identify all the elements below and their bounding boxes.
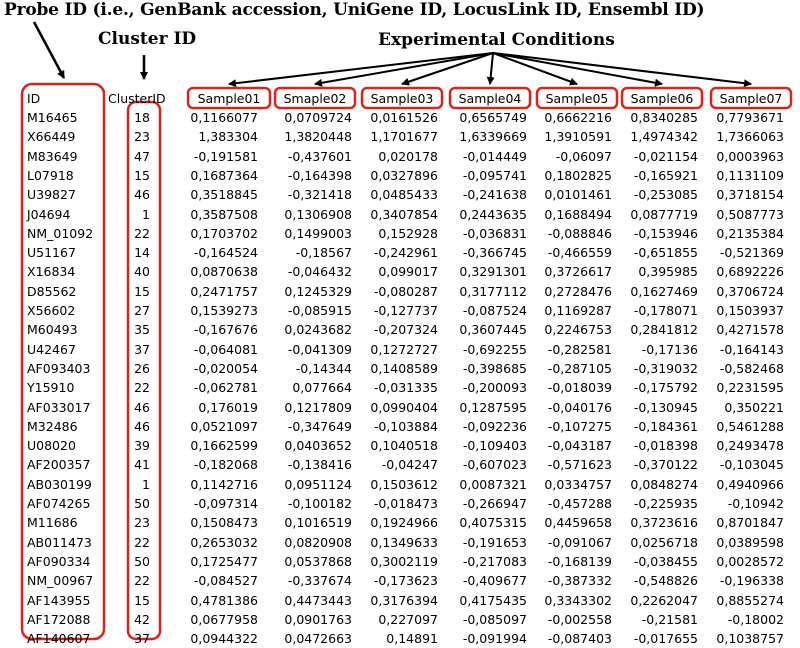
- expression-value-cell: 0,0389598: [716, 534, 784, 550]
- expression-value-cell: 0,1166077: [190, 110, 258, 125]
- expression-value-cell: 1,4974342: [630, 129, 698, 145]
- expression-value-cell: -0,200093: [462, 380, 527, 396]
- expression-value-cell: 0,1287595: [459, 399, 527, 415]
- expression-value-cell: 0,1725477: [190, 553, 258, 569]
- expression-value-cell: -0,253085: [633, 187, 698, 203]
- expression-value-cell: -0,038455: [633, 553, 698, 569]
- cluster-id-cell: 37: [134, 341, 150, 357]
- cluster-id-cell: 46: [134, 399, 150, 415]
- expression-value-cell: 1,6339669: [459, 129, 527, 145]
- expression-value-cell: 0,1038757: [716, 631, 784, 647]
- cluster-id-cell: 35: [134, 322, 150, 338]
- expression-value-cell: 0,6662216: [544, 110, 612, 125]
- expression-value-cell: -0,18002: [727, 611, 784, 627]
- expression-value-cell: -0,164143: [719, 341, 784, 357]
- expression-value-cell: 0,077664: [292, 380, 352, 396]
- expression-value-cell: 0,176019: [198, 399, 258, 415]
- expression-value-cell: 0,0944322: [190, 631, 258, 647]
- expression-value-cell: 0,1040518: [370, 438, 438, 454]
- cluster-id-cell: 40: [134, 264, 150, 280]
- expression-value-cell: 0,4940966: [716, 476, 784, 492]
- expression-value-cell: -0,085915: [287, 303, 352, 318]
- expression-value-cell: 0,3343302: [544, 592, 612, 608]
- expression-value-cell: 0,0901763: [284, 611, 352, 627]
- expression-value-cell: 0,3002119: [370, 553, 438, 569]
- expression-value-cell: 1,3910591: [544, 129, 612, 145]
- expression-value-cell: 0,0709724: [284, 110, 352, 125]
- expression-value-cell: 0,1627469: [630, 283, 698, 299]
- probe-id-cell: AF074265: [27, 496, 91, 511]
- expression-value-cell: -0,287105: [547, 360, 612, 376]
- expression-value-cell: 0,3607445: [459, 322, 527, 338]
- expression-value-cell: 0,0820908: [284, 534, 352, 550]
- expression-value-cell: 0,2231595: [716, 380, 784, 396]
- expression-value-cell: -0,046432: [287, 264, 352, 280]
- expression-value-cell: 0,0327896: [370, 167, 438, 183]
- expression-value-cell: 0,1408589: [370, 360, 438, 376]
- expression-value-cell: 0,1169287: [544, 303, 612, 318]
- probe-id-cell: M16465: [27, 110, 78, 125]
- expression-value-cell: 0,6565749: [459, 110, 527, 125]
- cluster-id-cell: 14: [134, 245, 150, 261]
- expression-value-cell: -0,337674: [287, 573, 352, 589]
- expression-value-cell: 0,1306908: [284, 206, 352, 222]
- cluster-id-cell: 22: [134, 380, 150, 396]
- expression-value-cell: -0,092236: [462, 418, 527, 434]
- expression-value-cell: -0,002558: [547, 611, 612, 627]
- expression-value-cell: 0,1272727: [370, 341, 438, 357]
- expression-value-cell: 0,1924966: [370, 515, 438, 531]
- expression-value-cell: -0,018398: [633, 438, 698, 454]
- expression-value-cell: 0,4473443: [284, 592, 352, 608]
- experimental-arrow-2: [315, 53, 493, 84]
- cluster-id-cell: 50: [134, 553, 150, 569]
- expression-value-cell: 0,4075315: [459, 515, 527, 531]
- expression-value-cell: 0,1245329: [284, 283, 352, 299]
- expression-value-cell: -0,582468: [719, 360, 784, 376]
- probe-id-cell: Y15910: [27, 380, 75, 396]
- expression-value-cell: 0,3723616: [630, 515, 698, 531]
- expression-value-cell: 0,0028572: [716, 553, 784, 569]
- cluster-id-cell: 26: [134, 360, 150, 376]
- expression-value-cell: 0,8855274: [716, 592, 784, 608]
- expression-value-cell: 0,7793671: [716, 110, 784, 125]
- expression-value-cell: -0,387332: [547, 573, 612, 589]
- expression-value-cell: 0,0877719: [630, 206, 698, 222]
- expression-value-cell: -0,548826: [633, 573, 698, 589]
- expression-value-cell: 0,2471757: [190, 283, 258, 299]
- expression-value-cell: 0,099017: [378, 264, 438, 280]
- cluster-id-cell: 1: [142, 476, 150, 492]
- expression-value-cell: -0,607023: [462, 457, 527, 473]
- expression-value-cell: -0,18567: [295, 245, 352, 261]
- probe-id-cell: X56602: [27, 303, 76, 318]
- expression-value-cell: -0,084527: [193, 573, 258, 589]
- probe-id-cell: X16834: [27, 264, 76, 280]
- expression-value-cell: 0,1688494: [544, 206, 612, 222]
- expression-value-cell: 0,3176394: [370, 592, 438, 608]
- expression-value-cell: -0,088846: [547, 225, 612, 241]
- expression-value-cell: -0,241638: [462, 187, 527, 203]
- expression-value-cell: 0,0870638: [190, 264, 258, 280]
- expression-value-cell: -0,062781: [193, 380, 258, 396]
- expression-value-cell: 0,1217809: [284, 399, 352, 415]
- expression-value-cell: -0,109403: [462, 438, 527, 454]
- expression-value-cell: 0,0256718: [630, 534, 698, 550]
- expression-value-cell: -0,466559: [547, 245, 612, 261]
- sample-header-2: Smaple02: [283, 91, 347, 106]
- expression-value-cell: -0,225935: [633, 496, 698, 511]
- expression-value-cell: 0,14891: [386, 631, 438, 647]
- expression-value-cell: 0,0101461: [544, 187, 612, 203]
- expression-value-cell: -0,347649: [287, 418, 352, 434]
- expression-value-cell: -0,087524: [462, 303, 527, 318]
- expression-value-cell: -0,164524: [193, 245, 258, 261]
- experimental-conditions-annotation: Experimental Conditions: [378, 30, 615, 50]
- expression-value-cell: 0,0087321: [459, 476, 527, 492]
- probe-id-cell: U08020: [27, 438, 76, 454]
- expression-value-cell: -0,021154: [633, 148, 698, 164]
- id-header: ID: [27, 91, 41, 106]
- expression-value-cell: 0,3177112: [459, 283, 527, 299]
- cluster-id-cell: 46: [134, 187, 150, 203]
- expression-value-cell: -0,217083: [462, 553, 527, 569]
- expression-value-cell: -0,370122: [633, 457, 698, 473]
- expression-value-cell: 0,8340285: [630, 110, 698, 125]
- probe-id-cell: X66449: [27, 129, 76, 145]
- expression-value-cell: -0,321418: [287, 187, 352, 203]
- expression-value-cell: -0,138416: [287, 457, 352, 473]
- expression-value-cell: -0,031335: [373, 380, 438, 396]
- cluster-id-cell: 15: [134, 592, 150, 608]
- expression-value-cell: -0,130945: [633, 399, 698, 415]
- expression-value-cell: -0,10942: [727, 496, 784, 511]
- sample-header-6: Sample06: [630, 91, 694, 106]
- expression-value-cell: 0,152928: [378, 225, 438, 241]
- expression-value-cell: 0,3291301: [459, 264, 527, 280]
- expression-value-cell: 0,5087773: [716, 206, 784, 222]
- expression-value-cell: 0,1687364: [190, 167, 258, 183]
- cluster-id-annotation: Cluster ID: [98, 29, 197, 49]
- expression-value-cell: -0,064081: [193, 341, 258, 357]
- expression-value-cell: 0,0472663: [284, 631, 352, 647]
- expression-value-cell: -0,167676: [193, 322, 258, 338]
- expression-value-cell: 0,2493478: [716, 438, 784, 454]
- probe-id-cell: L07918: [27, 167, 74, 183]
- probe-id-cell: D85562: [27, 283, 77, 299]
- expression-value-cell: -0,191653: [462, 534, 527, 550]
- cluster-id-cell: 22: [134, 225, 150, 241]
- expression-value-cell: 0,4271578: [716, 322, 784, 338]
- expression-value-cell: -0,100182: [287, 496, 352, 511]
- experimental-arrows: [229, 53, 751, 84]
- probe-id-cell: AF093403: [27, 360, 91, 376]
- experimental-arrow-1: [229, 53, 493, 84]
- expression-value-cell: -0,178071: [633, 303, 698, 318]
- expression-value-cell: 0,4781386: [190, 592, 258, 608]
- cluster-id-cell: 47: [134, 148, 150, 164]
- expression-value-cell: 0,3587508: [190, 206, 258, 222]
- expression-value-cell: -0,692255: [462, 341, 527, 357]
- expression-value-cell: 0,2246753: [544, 322, 612, 338]
- expression-value-cell: 0,1503612: [370, 476, 438, 492]
- expression-value-cell: -0,06097: [555, 148, 612, 164]
- expression-value-cell: -0,165921: [633, 167, 698, 183]
- expression-value-cell: 0,0003963: [716, 148, 784, 164]
- expression-value-cell: -0,164398: [287, 167, 352, 183]
- expression-value-cell: -0,196338: [719, 573, 784, 589]
- cluster-id-cell: 37: [134, 631, 150, 647]
- sample-header-5: Sample05: [545, 91, 609, 106]
- cluster-id-cell: 22: [134, 573, 150, 589]
- sample-header-1: Sample01: [197, 91, 261, 106]
- expression-value-cell: 0,4175435: [459, 592, 527, 608]
- expression-value-cell: -0,041309: [287, 341, 352, 357]
- cluster-header: ClusterID: [108, 91, 166, 106]
- expression-value-cell: 0,1539273: [190, 303, 258, 318]
- expression-value-cell: -0,040176: [547, 399, 612, 415]
- cluster-id-cell: 42: [134, 611, 150, 627]
- expression-value-cell: -0,091067: [547, 534, 612, 550]
- expression-value-cell: -0,182068: [193, 457, 258, 473]
- probe-id-cell: AF090334: [27, 553, 91, 569]
- expression-value-cell: 0,1016519: [284, 515, 352, 531]
- sample-header-7: Sample07: [719, 91, 783, 106]
- cluster-id-cell: 27: [134, 303, 150, 318]
- probe-id-cell: M11686: [27, 515, 78, 531]
- expression-value-cell: -0,521369: [719, 245, 784, 261]
- expression-value-cell: -0,014449: [462, 148, 527, 164]
- cluster-id-cell: 23: [134, 515, 150, 531]
- expression-value-cell: 0,2443635: [459, 206, 527, 222]
- probe-id-cell: M60493: [27, 322, 78, 338]
- expression-value-cell: 0,8701847: [716, 515, 784, 531]
- expression-value-cell: 0,1499003: [284, 225, 352, 241]
- expression-value-cell: -0,319032: [633, 360, 698, 376]
- probe-arrow: [34, 22, 64, 78]
- probe-id-cell: U42467: [27, 341, 76, 357]
- expression-value-cell: -0,097314: [193, 496, 258, 511]
- cluster-id-cell: 50: [134, 496, 150, 511]
- expression-value-cell: -0,087403: [547, 631, 612, 647]
- probe-id-cell: U39827: [27, 187, 76, 203]
- expression-value-cell: -0,457288: [547, 496, 612, 511]
- cluster-id-cell: 46: [134, 418, 150, 434]
- cluster-id-cell: 22: [134, 534, 150, 550]
- expression-value-cell: 0,0990404: [370, 399, 438, 415]
- probe-id-cell: AF143955: [27, 592, 91, 608]
- expression-value-cell: 0,350221: [724, 399, 784, 415]
- probe-id-cell: M32486: [27, 418, 78, 434]
- expression-value-cell: 0,1131109: [716, 167, 784, 183]
- expression-value-cell: -0,020054: [193, 360, 258, 376]
- expression-value-cell: 0,2135384: [716, 225, 784, 241]
- probe-id-cell: AF200357: [27, 457, 91, 473]
- expression-value-cell: 1,383304: [198, 129, 258, 145]
- expression-value-cell: 0,2728476: [544, 283, 612, 299]
- expression-value-cell: -0,091994: [462, 631, 527, 647]
- sample-header-4: Sample04: [458, 91, 522, 106]
- expression-value-cell: 0,0334757: [544, 476, 612, 492]
- expression-value-cell: 1,3820448: [284, 129, 352, 145]
- expression-value-cell: -0,103045: [719, 457, 784, 473]
- expression-value-cell: -0,398685: [462, 360, 527, 376]
- expression-value-cell: 0,1508473: [190, 515, 258, 531]
- probe-id-cell: AF033017: [27, 399, 91, 415]
- probe-id-cell: M83649: [27, 148, 78, 164]
- expression-value-cell: 0,0485433: [370, 187, 438, 203]
- expression-value-cell: 0,0537868: [284, 553, 352, 569]
- expression-value-cell: -0,14344: [295, 360, 352, 376]
- expression-value-cell: -0,173623: [373, 573, 438, 589]
- probe-id-cell: J04694: [27, 206, 71, 222]
- expression-value-cell: 0,3407854: [370, 206, 438, 222]
- expression-value-cell: -0,080287: [373, 283, 438, 299]
- probe-id-cell: U51167: [27, 245, 76, 261]
- experimental-arrow-7: [493, 53, 751, 84]
- experimental-arrow-6: [493, 53, 662, 84]
- expression-value-cell: -0,282581: [547, 341, 612, 357]
- expression-value-cell: 0,0951124: [284, 476, 352, 492]
- expression-value-cell: 0,3518845: [190, 187, 258, 203]
- expression-value-cell: 0,0403652: [284, 438, 352, 454]
- expression-value-cell: -0,153946: [633, 225, 698, 241]
- expression-value-cell: -0,017655: [633, 631, 698, 647]
- expression-value-cell: 0,0243682: [284, 322, 352, 338]
- expression-value-cell: -0,437601: [287, 148, 352, 164]
- expression-value-cell: 0,1802825: [544, 167, 612, 183]
- expression-value-cell: 0,020178: [378, 148, 438, 164]
- cluster-id-cell: 15: [134, 167, 150, 183]
- expression-value-cell: 0,3718154: [716, 187, 784, 203]
- expression-value-cell: 0,0677958: [190, 611, 258, 627]
- expression-value-cell: -0,018473: [373, 496, 438, 511]
- expression-value-cell: -0,21581: [641, 611, 698, 627]
- expression-value-cell: 0,227097: [378, 611, 438, 627]
- expression-value-cell: 0,2841812: [630, 322, 698, 338]
- cluster-id-cell: 23: [134, 129, 150, 145]
- expression-value-cell: -0,651855: [633, 245, 698, 261]
- expression-value-cell: 0,1503937: [716, 303, 784, 318]
- expression-value-cell: -0,409677: [462, 573, 527, 589]
- expression-value-cell: 0,2262047: [630, 592, 698, 608]
- expression-value-cell: -0,266947: [462, 496, 527, 511]
- expression-value-cell: 0,1142716: [190, 476, 258, 492]
- expression-value-cell: -0,04247: [381, 457, 438, 473]
- expression-value-cell: 0,1703702: [190, 225, 258, 241]
- expression-value-cell: 0,2653032: [190, 534, 258, 550]
- sample-header-3: Sample03: [370, 91, 434, 106]
- probe-id-cell: AF172088: [27, 611, 91, 627]
- expression-value-cell: -0,103884: [373, 418, 438, 434]
- probe-id-annotation: Probe ID (i.e., GenBank accession, UniGene ID, LocusLink ID, Ensembl ID): [4, 0, 705, 20]
- expression-value-cell: -0,366745: [462, 245, 527, 261]
- expression-value-cell: -0,571623: [547, 457, 612, 473]
- cluster-id-cell: 15: [134, 283, 150, 299]
- probe-id-cell: AB011473: [27, 534, 92, 550]
- expression-value-cell: 0,3706724: [716, 283, 784, 299]
- expression-value-cell: 0,1662599: [190, 438, 258, 454]
- expression-value-cell: -0,107275: [547, 418, 612, 434]
- expression-value-cell: 0,0161526: [370, 110, 438, 125]
- expression-value-cell: -0,184361: [633, 418, 698, 434]
- expression-value-cell: -0,191581: [193, 148, 258, 164]
- expression-value-cell: -0,242961: [373, 245, 438, 261]
- expression-value-cell: 0,395985: [638, 264, 698, 280]
- cluster-id-cell: 18: [134, 110, 150, 125]
- expression-value-cell: -0,17136: [641, 341, 698, 357]
- probe-id-cell: AB030199: [27, 476, 92, 492]
- probe-id-cell: AF140607: [27, 631, 91, 647]
- expression-value-cell: 0,5461288: [716, 418, 784, 434]
- cluster-id-cell: 1: [142, 206, 150, 222]
- expression-value-cell: 0,1349633: [370, 534, 438, 550]
- expression-value-cell: 0,0521097: [190, 418, 258, 434]
- expression-value-cell: 0,3726617: [544, 264, 612, 280]
- experimental-arrow-4: [490, 53, 493, 84]
- expression-value-cell: -0,175792: [633, 380, 698, 396]
- expression-value-cell: 1,1701677: [370, 129, 438, 145]
- cluster-id-cell: 41: [134, 457, 150, 473]
- expression-value-cell: -0,036831: [462, 225, 527, 241]
- probe-id-cell: NM_00967: [27, 573, 94, 589]
- expression-value-cell: -0,127737: [373, 303, 438, 318]
- expression-value-cell: 0,4459658: [544, 515, 612, 531]
- cluster-id-cell: 39: [134, 438, 150, 454]
- expression-value-cell: 0,0848274: [630, 476, 698, 492]
- expression-value-cell: 0,6892226: [716, 264, 784, 280]
- expression-value-cell: -0,018039: [547, 380, 612, 396]
- expression-value-cell: -0,043187: [547, 438, 612, 454]
- expression-value-cell: -0,207324: [373, 322, 438, 338]
- expression-value-cell: -0,085097: [462, 611, 527, 627]
- expression-value-cell: -0,095741: [462, 167, 527, 183]
- probe-id-cell: NM_01092: [27, 225, 94, 241]
- expression-value-cell: -0,168139: [547, 553, 612, 569]
- expression-value-cell: 1,7366063: [716, 129, 784, 145]
